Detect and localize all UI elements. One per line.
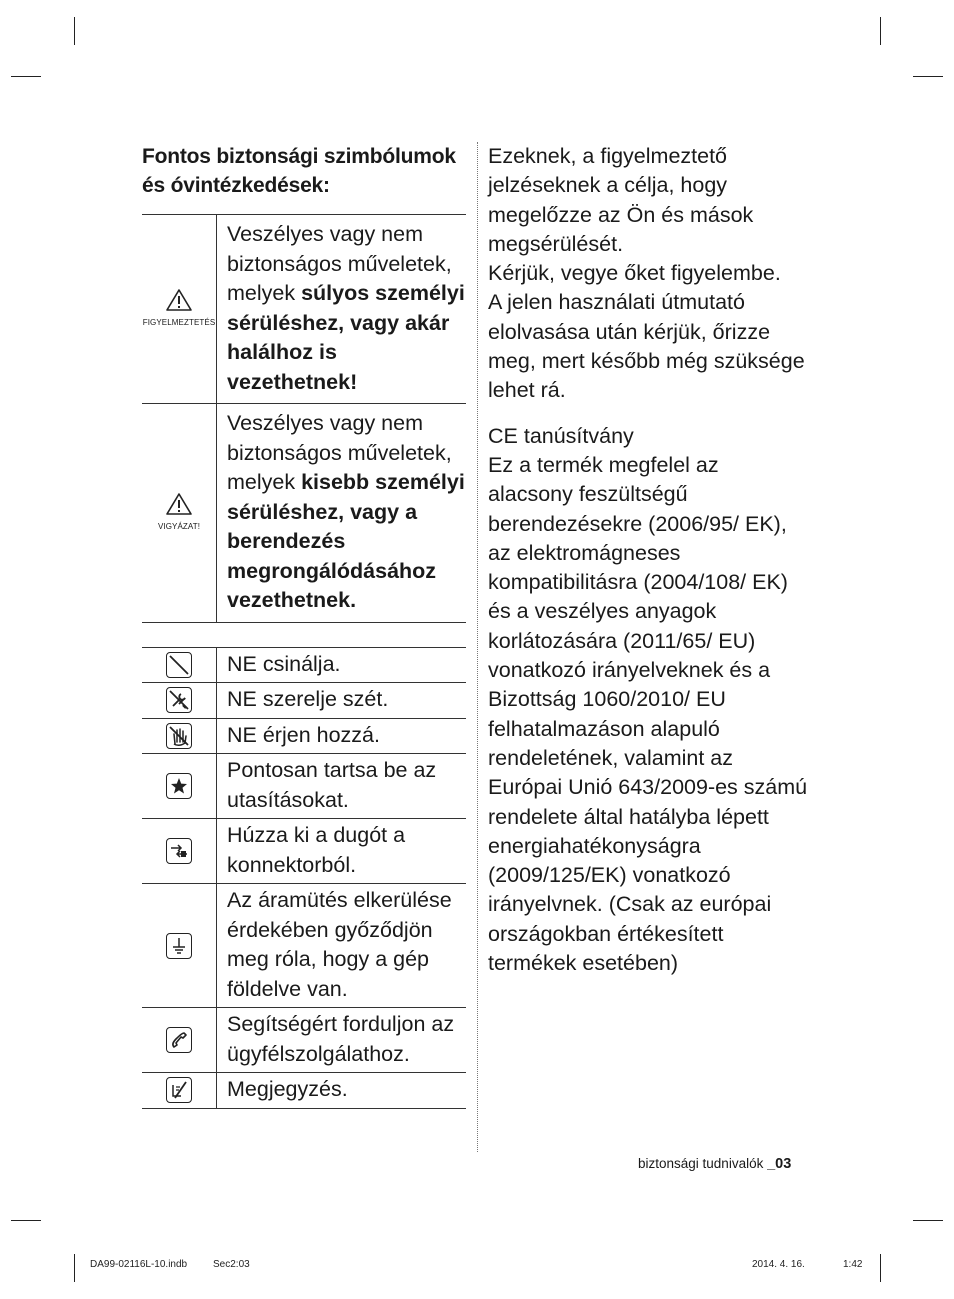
- request-paragraph: Kérjük, vegye őket figyelembe.: [488, 261, 781, 286]
- imprint-file: DA99-02116L-10.indb: [90, 1259, 188, 1270]
- prohibited-icon: [166, 652, 192, 678]
- caution-triangle-icon: [158, 492, 200, 532]
- symbol-row: [142, 1073, 466, 1109]
- do-not-touch-icon: [166, 723, 192, 749]
- warning-caption: FIGYELMEZTETÉS: [142, 318, 216, 327]
- crop-mark: [74, 17, 75, 45]
- crop-mark: [913, 1220, 943, 1221]
- keep-paragraph: A jelen használati útmutató elolvasása után kérjük, őrizze meg, mert később még szüksége lehet rá.: [488, 290, 805, 403]
- imprint-section: Sec2:03: [213, 1259, 250, 1270]
- crop-mark: [11, 1220, 41, 1221]
- do-not-disassemble-icon: [166, 687, 192, 713]
- note-icon: [166, 1077, 192, 1103]
- imprint-time: 1:42: [843, 1259, 863, 1270]
- intro-paragraph: Ezeknek, a figyelmeztető jelzéseknek a célja, hogy megelőzze az Ön és mások megsérülését.: [488, 144, 754, 256]
- phone-icon: [166, 1027, 192, 1053]
- caution-caption: VIGYÁZAT!: [157, 521, 201, 531]
- symbol-text: Megjegyzés.: [217, 1073, 467, 1109]
- symbol-row: [142, 1008, 466, 1073]
- crop-mark: [74, 1254, 75, 1282]
- imprint-date: 2014. 4. 16.: [752, 1259, 805, 1270]
- crop-mark: [880, 17, 881, 45]
- symbol-text: NE csinálja.: [217, 647, 467, 683]
- page-number: _03: [767, 1156, 792, 1172]
- caution-row: [142, 404, 466, 623]
- warning-triangle-icon: [143, 288, 216, 328]
- crop-mark: [913, 76, 943, 77]
- crop-mark: [880, 1254, 881, 1282]
- warning-text: Veszélyes vagy nem biztonságos műveletek, melyek súlyos személyi sérüléshez, vagy akár halálhoz is vezethetnek!: [217, 215, 467, 404]
- symbol-text: Az áramütés elkerülése érdekében győződjön meg róla, hogy a gép földelve van.: [217, 884, 467, 1008]
- ce-title: CE tanúsítvány: [488, 423, 634, 448]
- symbol-text: Pontosan tartsa be az utasításokat.: [217, 754, 467, 819]
- section-heading: Fontos biztonsági szimbólumok és óvintézkedések:: [142, 145, 456, 197]
- caution-text: Veszélyes vagy nem biztonságos műveletek, melyek kisebb személyi sérüléshez, vagy a berendezés megrongálódásához vezethetnek.: [217, 404, 467, 623]
- warning-table: [142, 214, 466, 623]
- follow-instructions-star-icon: [166, 773, 192, 799]
- symbol-text: NE szerelje szét.: [217, 683, 467, 719]
- ce-paragraph: Ez a termék megfelel az alacsony feszültségű berendezésekre (2006/95/ EK), az elektromágneses kompatibilitásra (2004/108/ EK) és a veszélyes anyagok korlátozására (2011/65/ EU) vonatkozó irányelveknek és a Bizottság 1060/2010/ EU felhatalmazáson alapuló rendeletének, valamint az Európai Unió 643/2009-es számú rendelete által hatályba lépett energiahatékonyságra (2009/125/EK) vonatkozó irányelvnek. (Csak az európai országokban értékesített termékek esetében): [488, 452, 808, 976]
- column-divider: [477, 142, 478, 1152]
- symbol-row: [142, 819, 466, 884]
- symbol-row: [142, 718, 466, 754]
- crop-mark: [11, 76, 41, 77]
- unplug-icon: [166, 838, 192, 864]
- symbol-row: [142, 647, 466, 683]
- symbol-row: [142, 683, 466, 719]
- ground-icon: [166, 933, 192, 959]
- footer-section: biztonsági tudnivalók: [638, 1156, 764, 1171]
- symbol-text: NE érjen hozzá.: [217, 718, 467, 754]
- warning-row: [142, 215, 466, 404]
- symbol-row: [142, 754, 466, 819]
- symbol-text: Segítségért forduljon az ügyfélszolgálathoz.: [217, 1008, 467, 1073]
- page-footer: [638, 1156, 791, 1172]
- left-column: [142, 142, 466, 1109]
- symbol-row: [142, 884, 466, 1008]
- right-column: [488, 142, 808, 978]
- symbol-table: [142, 647, 466, 1109]
- symbol-text: Húzza ki a dugót a konnektorból.: [217, 819, 467, 884]
